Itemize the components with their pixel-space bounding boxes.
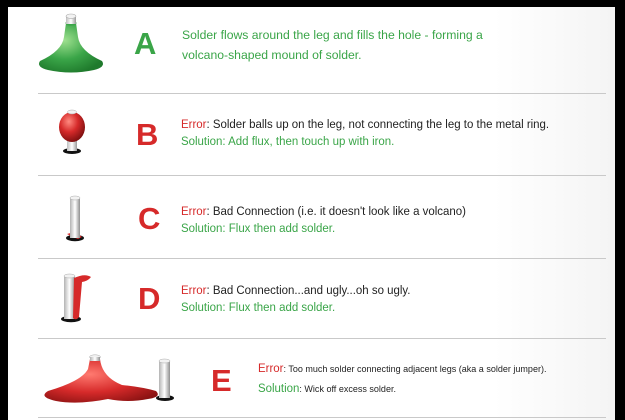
divider [38, 175, 606, 176]
error-text: : Bad Connection...and ugly...oh so ugly. [206, 283, 411, 297]
error-label: Error [181, 283, 207, 297]
row-letter-d: D [138, 281, 161, 316]
solution-label: Solution [258, 381, 300, 395]
row-letter-e: E [211, 363, 232, 398]
solution-text: : Add flux, then touch up with iron. [222, 134, 395, 148]
divider [38, 258, 606, 259]
row-d-description [181, 282, 410, 316]
row-a-description [182, 25, 602, 65]
ugly-blob-joint-icon [54, 269, 94, 330]
solution-text: : Flux then add solder. [222, 221, 336, 235]
row-letter-a: A [134, 26, 157, 61]
error-label: Error [258, 361, 284, 375]
solution-text: : Wick off excess solder. [299, 384, 396, 395]
row-a-line1: Solder flows around the leg and fills the hole - forming a [182, 28, 483, 42]
solder-guide-card [8, 7, 615, 420]
balled-solder-joint-icon [54, 106, 90, 163]
solder-bridge-joint-icon [38, 347, 184, 410]
row-c-description [181, 203, 466, 237]
row-b-description [181, 116, 549, 150]
solution-label: Solution [181, 134, 223, 148]
row-a-line2: volcano-shaped mound of solder. [182, 48, 362, 62]
divider [38, 338, 606, 339]
row-letter-b: B [136, 117, 159, 152]
error-text: : Too much solder connecting adjacent legs (aka a solder jumper). [283, 364, 547, 375]
solution-label: Solution [181, 300, 223, 314]
divider [38, 93, 606, 94]
error-label: Error [181, 204, 207, 218]
divider [38, 417, 606, 418]
error-text: : Solder balls up on the leg, not connecting the leg to the metal ring. [206, 117, 550, 131]
solution-label: Solution [181, 221, 223, 235]
row-e-description [258, 360, 546, 398]
bare-leg-joint-icon [60, 193, 90, 250]
solution-text: : Flux then add solder. [222, 300, 336, 314]
row-letter-c: C [138, 201, 161, 236]
error-text: : Bad Connection (i.e. it doesn't look like a volcano) [206, 204, 466, 218]
error-label: Error [181, 117, 207, 131]
volcano-solder-joint-icon [36, 13, 106, 80]
